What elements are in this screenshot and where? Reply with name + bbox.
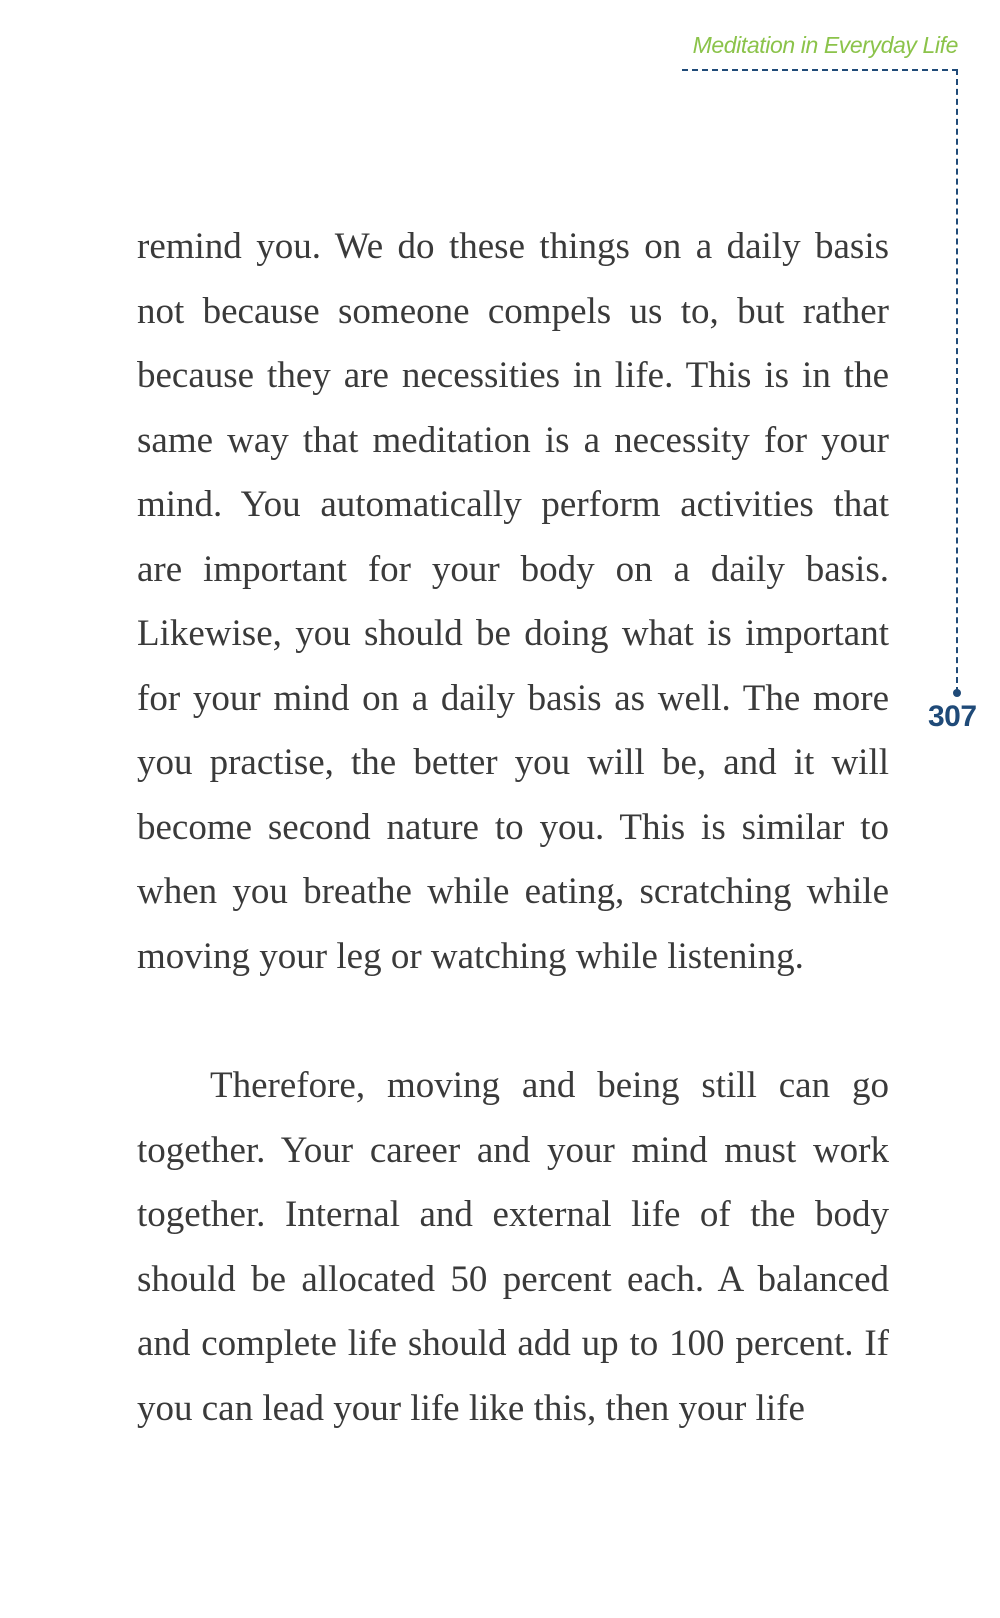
header-dashed-rule (682, 69, 958, 71)
body-paragraph-2: Therefore, moving and being still can go together. Your career and your mind must work together. Internal and external life of the body should be allocated 50 percent each. A balanced and complete life should add up to 100 percent. If you can lead your life like this, then your life (137, 1065, 889, 1429)
side-rule-dot (953, 689, 961, 697)
running-header-title: Meditation in Everyday Life (692, 32, 958, 58)
body-paragraph-1: remind you. We do these things on a daily basis not because someone compels us to, but rather because they are necessities in life. This is in the same way that meditation is a necessity for your mind. You automatically perform activities that are important for your body on a daily basis. Likewise, you should be doing what is important for your mind on a daily basis as well. The more you practise, the better you will be, and it will become second nature to you. This is similar to when you breathe while eating, scratching while moving your leg or watching while listening. (137, 226, 889, 977)
page-number: 307 (928, 700, 977, 733)
side-dashed-rule (956, 69, 958, 693)
